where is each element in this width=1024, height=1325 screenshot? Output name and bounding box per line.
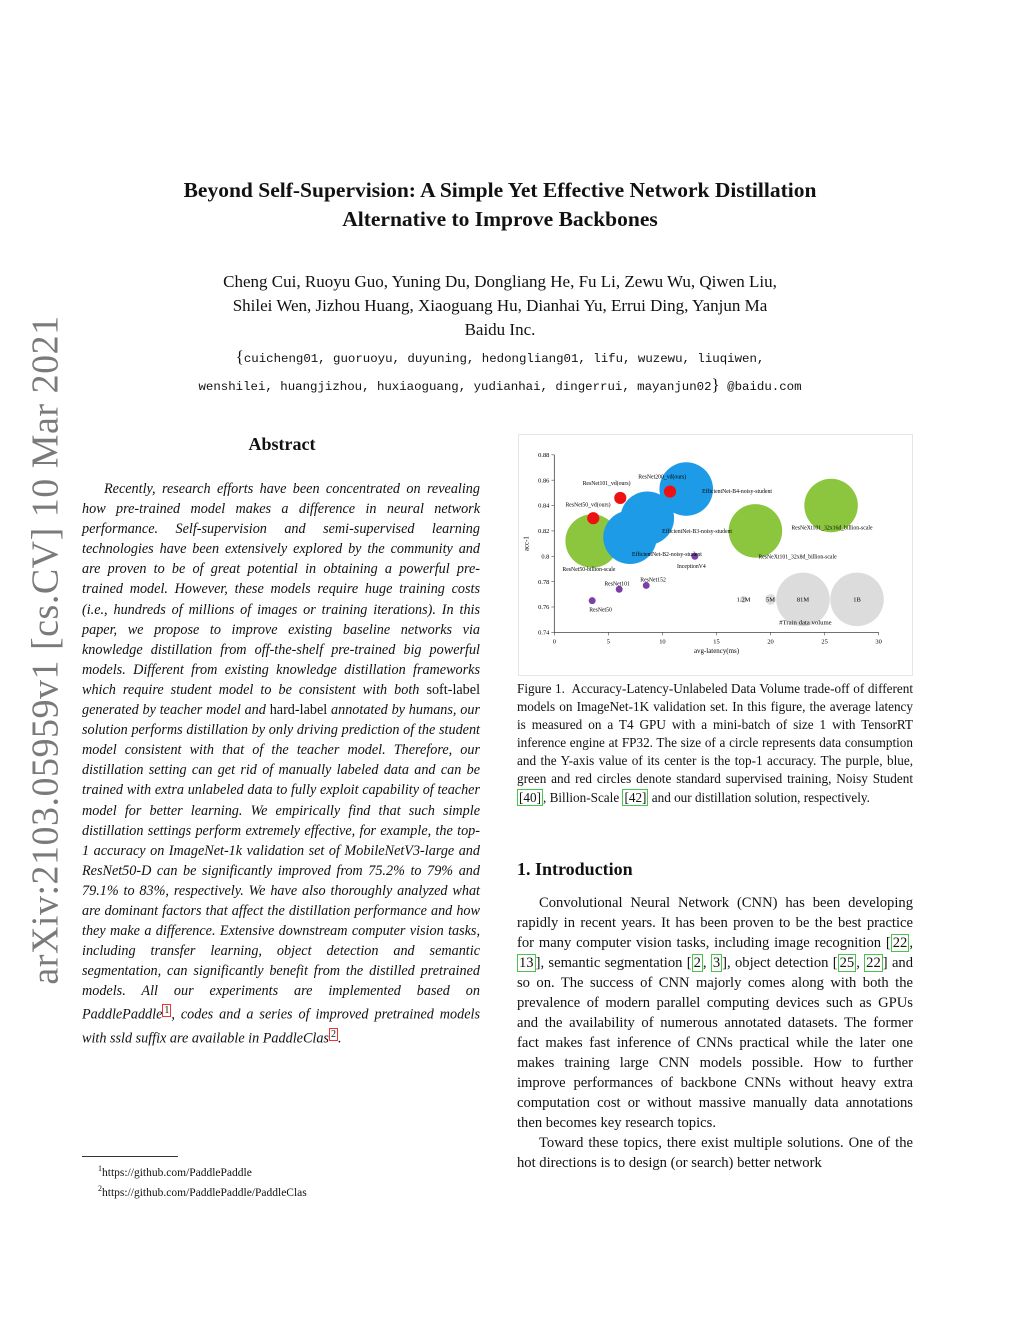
abstract-heading: Abstract (248, 434, 316, 454)
authors-line-2: Shilei Wen, Jizhou Huang, Xiaoguang Hu, Dianhai Yu, Errui Ding, Yanjun Ma (232, 296, 768, 315)
citation-25[interactable]: 25 (839, 955, 855, 971)
authors-line-1: Cheng Cui, Ruoyu Guo, Yuning Du, Dongliang He, Fu Li, Zewu Wu, Qiwen Liu, (223, 272, 777, 291)
citation-13[interactable]: 13 (519, 955, 534, 971)
email-domain: @baidu.com (727, 380, 802, 394)
bubble-label: EfficientNet-B2-noisy-student (631, 552, 702, 559)
x-tick-label: 30 (875, 638, 882, 646)
bubble-chart (519, 435, 912, 675)
y-tick-label: 0.88 (538, 452, 550, 460)
email-block: {cuicheng01, guoruoyu, duyuning, hedongliang01, lifu, wuzewu, liuqiwen, wenshilei, huangjizhou, huxiaoguang, yudianhai, dingerrui, mayanjun02} @baidu.com (198, 347, 802, 394)
paper-title (100, 176, 900, 234)
title-line-1: Beyond Self-Supervision: A Simple Yet Effective Network Distillation (183, 178, 817, 202)
bubble-label: EfficientNet-B4-noisy-student (702, 489, 772, 496)
bubble-resnet50 (589, 597, 596, 604)
bubble-resnet200-vd-ours- (664, 486, 676, 498)
caption-label: Figure 1. (517, 681, 565, 696)
intro-paragraph-1: Convolutional Neural Network (CNN) has been developing rapidly in recent years. It has been proven to be the best practice for many computer vision tasks, including image recognition [ 22 , 13 ], semantic segmentation [ 2 , 3 ], object detection [ 25 , 22 ] and so on. The success of CNN majorly comes along with both the prevalence of modern parallel computing devices such as GPUs and the availability of numerous annotated datasets. The former fact makes fast inference of CNNs practical while the later one makes training large CNN models possible. How to further improve performances of backbone CNNs without heavy extra computation cost or without massive manually data annotations then becomes key research topics. (517, 895, 914, 1131)
citation-40[interactable]: [40] (519, 789, 541, 805)
term-soft-label: soft-label (426, 681, 481, 698)
bubble-resnet101-vd-ours- (614, 492, 626, 504)
figure-caption: Figure 1. Accuracy-Latency-Unlabeled Data Volume trade-off of different models on ImageNet-1K validation set. In this figure, the average latency is measured on a T4 GPU with a mini-batch of size 1 with TensorRT inference engine at FP32. The size of a circle represents data consumption and the Y-axis value of its center is the top-1 accuracy. The purple, blue, green and red circles denote standard supervised training, Noisy Student [40] , Billion-Scale [42] and our distillation solution, respectively. (517, 681, 913, 805)
emails-line-2: wenshilei, huangjizhou, huxiaoguang, yudianhai, dingerrui, mayanjun02 (198, 380, 712, 394)
section-heading-introduction: 1. Introduction (517, 859, 633, 879)
y-axis-label: acc-1 (522, 536, 531, 552)
bubble-label: ResNet101_vd(ours) (582, 481, 631, 488)
title-line-2: Alternative to Improve Backbones (342, 207, 658, 231)
citation-3[interactable]: 3 (712, 955, 721, 971)
x-axis-label: avg-latency(ms) (693, 647, 740, 656)
footnote-2: $^2$https://github.com/PaddlePaddle/PaddleClas (98, 1183, 307, 1199)
affiliation: Baidu Inc. (464, 320, 536, 339)
legend-bubble-label: 1.2M (736, 596, 751, 604)
citation-22[interactable]: 22 (892, 935, 908, 951)
bubble-resnext101-32x8d-billion-scale (729, 504, 783, 558)
intro-paragraph-2: Toward these topics, there exist multiple solutions. One of the hot directions is to design (or search) better network (517, 1135, 913, 1171)
abstract-text: Recently, research efforts have been concentrated on revealing how pre-trained model makes a difference in neural network performance. Self-supervision and semi-supervised learning technologies have been extensively explored by the community and are proven to be of great potential in obtaining a powerful pre-trained model. However, these models require huge training costs (i.e., hundreds of millions of images or training iterations). In this paper, we propose to improve existing baseline networks via knowledge distillation from off-the-shelf pre-trained big powerful models. Different from existing knowledge distillation frameworks which require student model to be consistent with both soft-label generated by teacher model and hard-label annotated by humans, our solution performs distillation by only driving prediction of the student model consistent with that of the teacher model. Therefore, our distillation setting can get rid of manually labeled data and can be trained with extra unlabeled data to fully exploit capability of teacher model for better learning. We empirically find that such simple distillation settings perform extremely effective, for example, the top-1 accuracy on ImageNet-1k validation set of MobileNetV3-large and ResNet50-D can be significantly improved from 75.2% to 79% and 79.1% to 83%, respectively. We have also thoroughly analyzed what are dominant factors that affect the distillation performance and how they make a difference. Extensive downstream computer vision tasks, including transfer learning, object detection and semantic segmentation, can significantly benefit from the distilled pretrained models. All our experiments are implemented based on PaddlePaddle $^1$ , codes and a series of improved pretrained models with ssld suffix are available in PaddleClas $^2$ . (82, 481, 481, 1047)
bubble-label: ResNet152 (640, 577, 666, 584)
bubble-label: ResNet50-billion-scale (562, 566, 616, 573)
bubble-resnet50-vd-ours- (587, 512, 599, 524)
footnote-divider (82, 1156, 178, 1157)
y-tick-label: 0.84 (538, 502, 550, 510)
x-tick-label: 0 (552, 638, 556, 646)
bubble-resnext101-32x16d-billion-scale (804, 479, 858, 533)
citation-42[interactable]: [42] (624, 789, 647, 805)
bubble-label: EfficientNet-B3-noisy-student (662, 529, 733, 536)
bubble-label: ResNet50 (589, 607, 612, 614)
footnote-link-1[interactable]: 1 (164, 1005, 170, 1017)
size-legend (740, 573, 884, 627)
footnote-link-2[interactable]: 2 (330, 1029, 336, 1041)
x-tick-label: 10 (659, 638, 666, 646)
emails-line-1: cuicheng01, guoruoyu, duyuning, hedongliang01, lifu, wuzewu, liuqiwen, (243, 352, 765, 366)
bubble-label: ResNeXt101_32x8d_billion-scale (758, 554, 837, 561)
y-tick-label: 0.86 (538, 477, 550, 485)
figure-1-chart (518, 434, 913, 676)
bubble-label: ResNeXt101_32x16d_billion-scale (791, 525, 873, 532)
bubble-label: InceptionV4 (677, 564, 706, 571)
x-tick-label: 5 (606, 638, 611, 646)
x-tick-label: 25 (821, 638, 828, 646)
legend-bubble-label: 1B (853, 596, 861, 604)
x-tick-label: 15 (713, 638, 720, 646)
arxiv-identifier: arXiv:2103.05959v1 [cs.CV] 10 Mar 2021 (24, 315, 67, 985)
y-tick-label: 0.82 (538, 528, 550, 536)
bubble-label: ResNet101 (604, 581, 630, 588)
y-tick-label: 0.8 (541, 553, 550, 561)
legend-bubble-label: 81M (796, 596, 810, 604)
legend-bubble-label: 5M (766, 596, 776, 604)
y-tick-label: 0.78 (538, 578, 550, 586)
legend-title: #Train data volume (779, 619, 832, 627)
bubble-label: ResNet50_vd(ours) (565, 502, 611, 509)
introduction-text (517, 893, 913, 1173)
y-tick-label: 0.76 (538, 604, 550, 612)
citation-22b[interactable]: 22 (866, 955, 881, 971)
bubble-label: ResNet200_vd(ours) (638, 474, 687, 481)
citation-2[interactable]: 2 (693, 955, 701, 971)
footnote-1: $^1$https://github.com/PaddlePaddle (98, 1164, 252, 1179)
footnotes (98, 1161, 307, 1201)
term-hard-label: hard-label (269, 702, 328, 719)
x-tick-label: 20 (767, 638, 774, 646)
y-tick-label: 0.74 (538, 629, 550, 637)
author-block (100, 270, 900, 342)
